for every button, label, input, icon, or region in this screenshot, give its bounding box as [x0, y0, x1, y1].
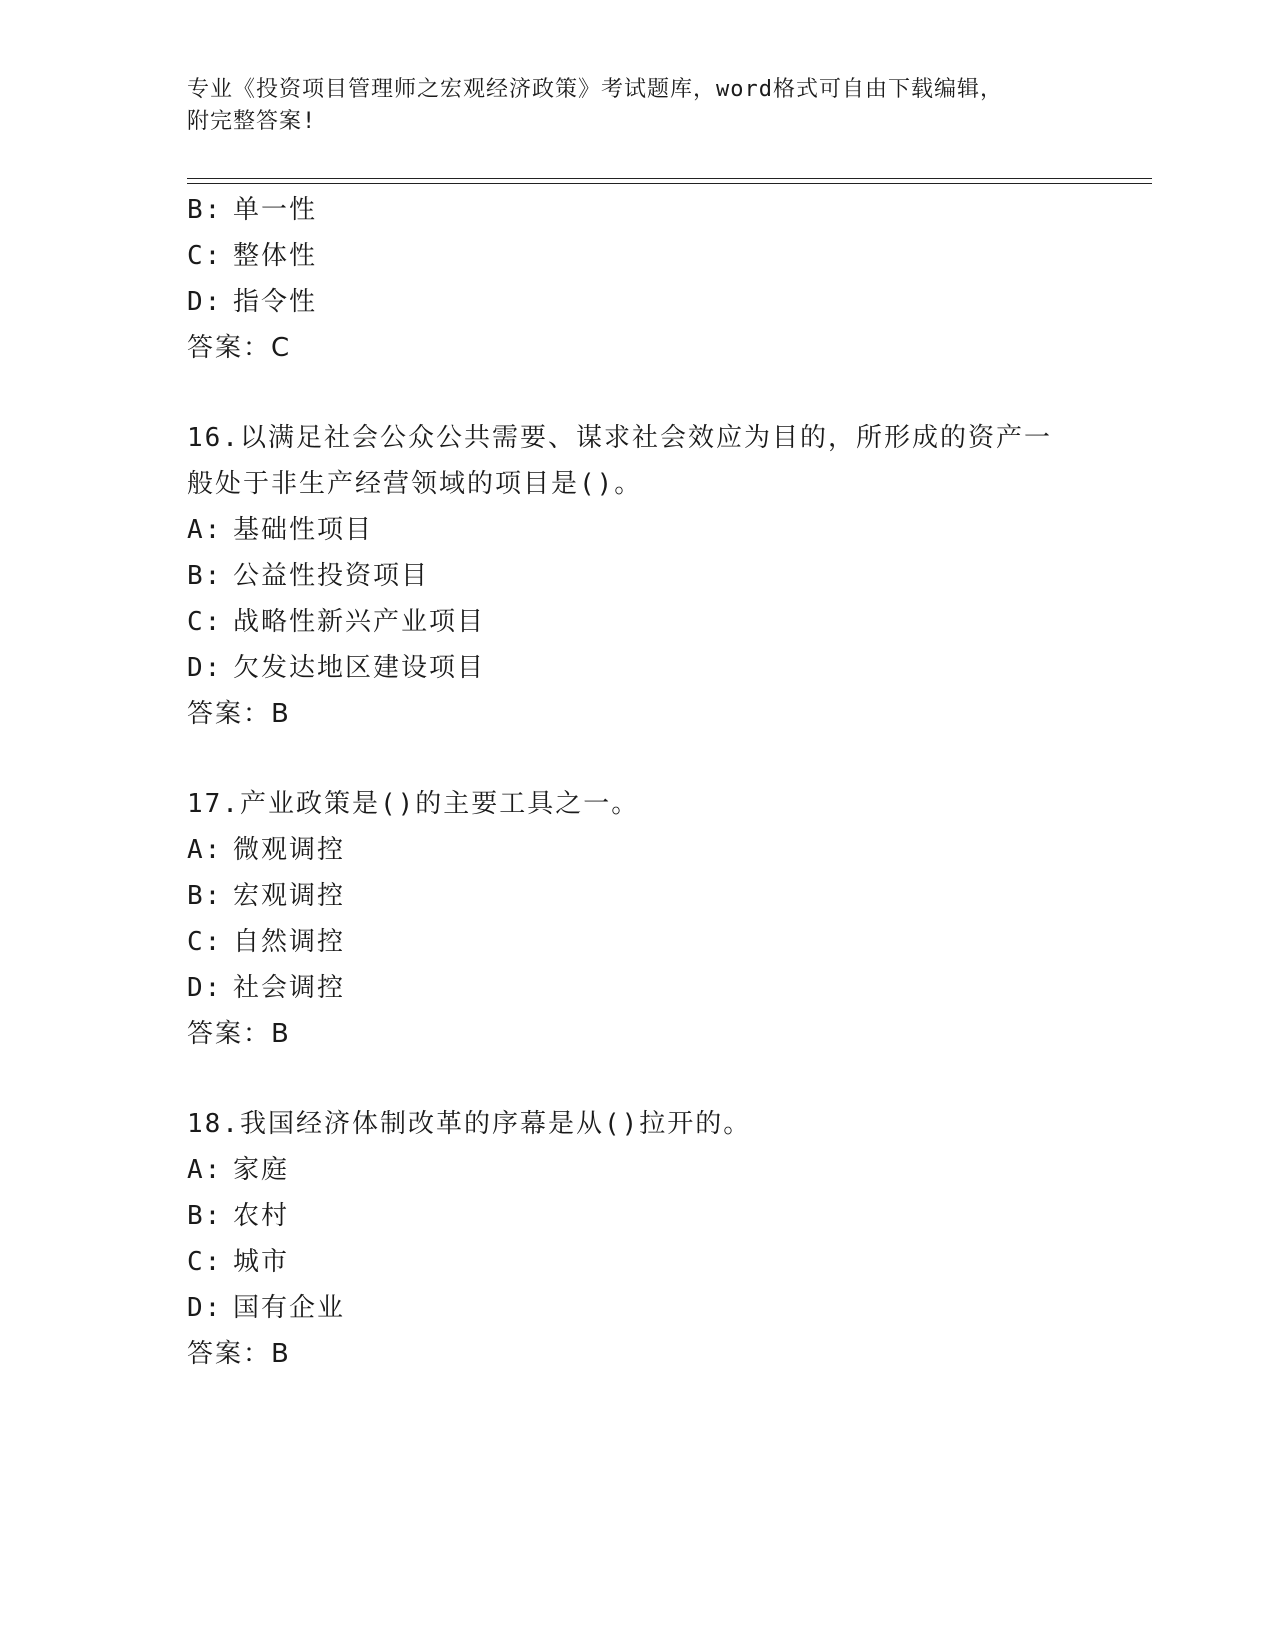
- option-text: 欠发达地区建设项目: [233, 653, 486, 683]
- option-letter: A:: [187, 515, 223, 545]
- option-d: [187, 279, 1087, 325]
- option-letter: A:: [187, 835, 223, 865]
- option-b: [187, 553, 1087, 599]
- option-a: [187, 1147, 1087, 1193]
- question-list: [187, 187, 1087, 1377]
- option-letter: D:: [187, 287, 223, 317]
- answer-line: 答案：B: [187, 699, 291, 729]
- question-stem-line: 17.产业政策是()的主要工具之一。: [187, 789, 640, 819]
- answer-line: 答案：B: [187, 1339, 291, 1369]
- question-stem-line: 16.以满足社会公众公共需要、谋求社会效应为目的，所形成的资产一: [187, 423, 1052, 453]
- option-c: [187, 1239, 1087, 1285]
- option-letter: C:: [187, 241, 223, 271]
- option-text: 基础性项目: [233, 515, 374, 545]
- option-letter: D:: [187, 1293, 223, 1323]
- question-stem-line: 18.我国经济体制改革的序幕是从()拉开的。: [187, 1109, 752, 1139]
- option-text: 社会调控: [233, 973, 346, 1003]
- option-letter: D:: [187, 653, 223, 683]
- option-d: [187, 965, 1087, 1011]
- option-c: [187, 233, 1087, 279]
- option-letter: B:: [187, 561, 223, 591]
- option-letter: B:: [187, 195, 223, 225]
- question-16: [187, 415, 1087, 737]
- answer-line: 答案：B: [187, 1019, 291, 1049]
- option-text: 宏观调控: [233, 881, 346, 911]
- option-b: [187, 187, 1087, 233]
- option-letter: C:: [187, 607, 223, 637]
- option-letter: B:: [187, 1201, 223, 1231]
- option-letter: A:: [187, 1155, 223, 1185]
- option-a: [187, 507, 1087, 553]
- header-line-2: 附完整答案!: [187, 109, 317, 134]
- option-text: 城市: [233, 1247, 290, 1277]
- question-15-continuation: [187, 187, 1087, 371]
- option-text: 指令性: [233, 287, 318, 317]
- question-17: [187, 781, 1087, 1057]
- option-c: [187, 919, 1087, 965]
- option-text: 整体性: [233, 241, 318, 271]
- option-b: [187, 1193, 1087, 1239]
- option-letter: D:: [187, 973, 223, 1003]
- option-text: 微观调控: [233, 835, 346, 865]
- option-text: 战略性新兴产业项目: [233, 607, 486, 637]
- option-d: [187, 1285, 1087, 1331]
- option-letter: C:: [187, 1247, 223, 1277]
- option-letter: B:: [187, 881, 223, 911]
- option-text: 自然调控: [233, 927, 346, 957]
- header-line-1: 专业《投资项目管理师之宏观经济政策》考试题库，word格式可自由下载编辑，: [187, 77, 1003, 102]
- option-text: 家庭: [233, 1155, 290, 1185]
- question-18: [187, 1101, 1087, 1377]
- option-letter: C:: [187, 927, 223, 957]
- option-c: [187, 599, 1087, 645]
- page-header: [187, 74, 1067, 138]
- option-b: [187, 873, 1087, 919]
- option-text: 单一性: [233, 195, 318, 225]
- option-text: 农村: [233, 1201, 290, 1231]
- header-divider: [187, 178, 1152, 184]
- option-text: 公益性投资项目: [233, 561, 430, 591]
- answer-line: 答案：C: [187, 333, 292, 363]
- option-a: [187, 827, 1087, 873]
- option-d: [187, 645, 1087, 691]
- question-stem-line: 般处于非生产经营领域的项目是()。: [187, 469, 643, 499]
- option-text: 国有企业: [233, 1293, 346, 1323]
